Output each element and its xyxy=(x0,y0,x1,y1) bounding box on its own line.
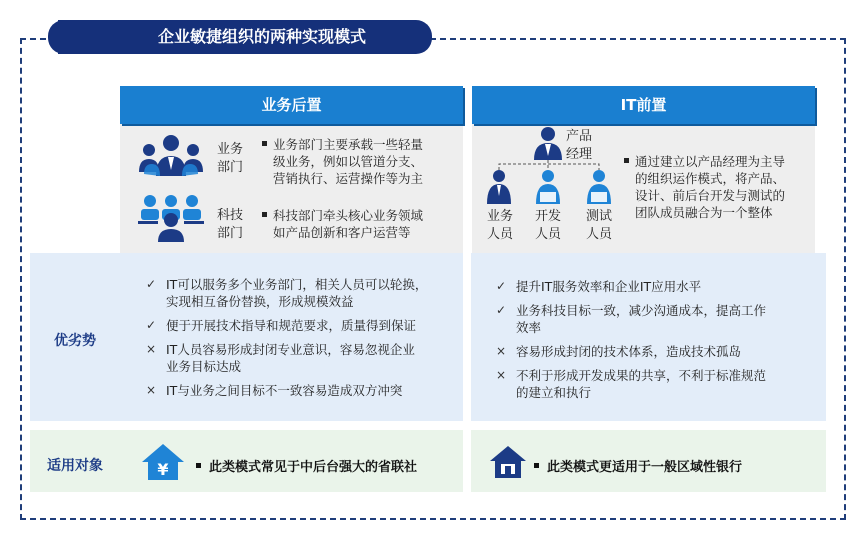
desc-line: 如产品创新和客户运营等 xyxy=(273,225,411,240)
right-applicable-text xyxy=(534,456,742,475)
test-staff-label xyxy=(579,208,619,244)
product-manager-label xyxy=(566,128,606,164)
label-line: 测试 xyxy=(585,209,612,224)
left-applicable-text xyxy=(196,456,417,475)
item-line: 提升IT服务效率和企业IT应用水平 xyxy=(516,279,702,294)
desc-line: 的组织运作模式，将产品、 xyxy=(635,171,786,186)
desc-line: 团队成员融合为一个整体 xyxy=(635,205,773,220)
check-icon: ✓ xyxy=(145,318,157,332)
label-line: 人员 xyxy=(534,227,561,242)
desc-line: 业务部门主要承载一些轻量 xyxy=(273,137,424,152)
list-item xyxy=(494,302,804,336)
applicable-text: 此类模式更适用于一般区域性银行 xyxy=(547,460,743,475)
tech-dept-icon xyxy=(138,192,204,244)
tech-dept-desc xyxy=(262,207,423,241)
item-line: IT人员容易形成封闭专业意识，容易忽视企业 xyxy=(166,342,415,357)
business-dept-desc xyxy=(262,136,423,187)
desc-line: 科技部门牵头核心业务领域 xyxy=(273,208,424,223)
list-item xyxy=(144,382,456,399)
left-pros-cons-list xyxy=(144,276,456,406)
it-front-desc xyxy=(624,153,785,221)
desc-line: 营销执行、运营操作等为主 xyxy=(273,171,424,186)
list-item xyxy=(144,276,456,310)
cross-icon: × xyxy=(495,344,507,358)
list-item xyxy=(494,278,804,295)
desc-line: 通过建立以产品经理为主导 xyxy=(635,154,786,169)
label-line: 业务 xyxy=(486,209,513,224)
item-line: IT与业务之间目标不一致容易造成双方冲突 xyxy=(166,383,403,398)
label-line: 人员 xyxy=(486,227,513,242)
check-icon: ✓ xyxy=(495,279,507,293)
business-staff-label xyxy=(480,208,520,244)
page-title: 企业敏捷组织的两种实现模式 xyxy=(58,20,432,54)
label-line: 业务 xyxy=(216,142,243,157)
pros-cons-label: 优劣势 xyxy=(54,333,96,349)
item-line: 不利于形成开发成果的共享，不利于标准规范 xyxy=(516,368,767,383)
desc-line: 设计、前后台开发与测试的 xyxy=(635,188,786,203)
item-line: IT可以服务多个业务部门，相关人员可以轮换， xyxy=(166,277,428,292)
applicable-label: 适用对象 xyxy=(47,458,103,474)
label-line: 产品 xyxy=(566,129,593,144)
cross-icon: × xyxy=(145,342,157,356)
tech-dept-label xyxy=(210,207,250,243)
item-line: 便于开展技术指导和规范要求，质量得到保证 xyxy=(166,318,417,333)
column-header-left: 业务后置 xyxy=(120,86,463,124)
list-item xyxy=(494,367,804,401)
item-line: 业务科技目标一致，减少沟通成本，提高工作 xyxy=(516,303,767,318)
column-divider xyxy=(463,86,471,506)
check-icon: ✓ xyxy=(495,303,507,317)
item-line: 效率 xyxy=(516,320,542,335)
item-line: 业务目标达成 xyxy=(166,359,242,374)
label-line: 开发 xyxy=(534,209,561,224)
business-dept-icon xyxy=(138,132,204,186)
bank-house-icon xyxy=(140,442,186,482)
business-dept-label xyxy=(210,141,250,177)
cross-icon: × xyxy=(495,368,507,382)
list-item xyxy=(494,343,804,360)
column-header-right: IT前置 xyxy=(472,86,815,124)
list-item xyxy=(144,317,456,334)
label-line: 人员 xyxy=(585,227,612,242)
item-line: 实现相互备份替换，形成规模效益 xyxy=(166,294,354,309)
desc-line: 级业务，例如以管道分支、 xyxy=(273,154,424,169)
label-line: 经理 xyxy=(566,147,593,162)
label-line: 部门 xyxy=(216,226,243,241)
right-pros-cons-list xyxy=(494,278,804,408)
svg-text:¥: ¥ xyxy=(157,460,169,479)
label-line: 科技 xyxy=(216,208,243,223)
cross-icon: × xyxy=(145,383,157,397)
dev-staff-label xyxy=(528,208,568,244)
item-line: 容易形成封闭的技术体系，造成技术孤岛 xyxy=(516,344,742,359)
label-line: 部门 xyxy=(216,160,243,175)
list-item xyxy=(144,341,456,375)
item-line: 的建立和执行 xyxy=(516,385,592,400)
applicable-text: 此类模式常见于中后台强大的省联社 xyxy=(209,460,418,475)
house-icon xyxy=(488,444,528,480)
check-icon: ✓ xyxy=(145,277,157,291)
